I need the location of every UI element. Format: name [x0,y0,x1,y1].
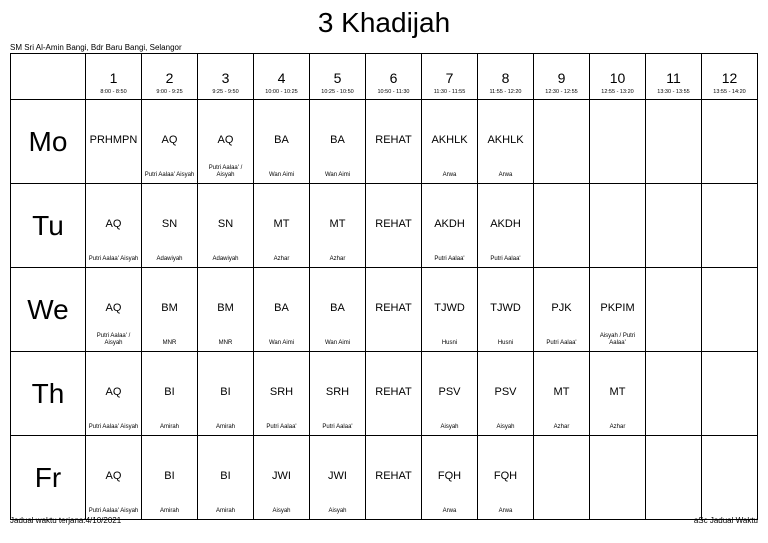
day-label: We [11,268,86,352]
lesson-cell [86,268,142,352]
school-name: SM Sri Al-Amin Bangi, Bdr Baru Bangi, Selangor [10,43,182,52]
lesson-cell [478,268,534,352]
teacher-name: MNR [162,340,177,346]
period-time: 13:55 - 14:20 [713,89,746,95]
subject-code: AKHLK [487,134,524,146]
subject-code: TJWD [490,302,521,314]
day-row [11,436,758,520]
period-header-row [11,54,758,100]
period-time: 12:55 - 13:20 [601,89,634,95]
period-header [478,54,534,100]
teacher-name: Aisyah [272,508,291,514]
period-time: 13:30 - 13:55 [657,89,690,95]
subject-code: AQ [105,302,122,314]
lesson-cell [86,436,142,520]
lesson-cell [702,100,758,184]
lesson-cell [366,100,422,184]
lesson-cell [142,352,198,436]
subject-code: BI [220,470,231,482]
subject-code: REHAT [375,302,412,314]
teacher-name: Aisyah [328,508,347,514]
lesson-cell [422,268,478,352]
teacher-name: Wan Aimi [324,340,351,346]
generated-date: Jadual waktu terjana:4/10/2021 [10,516,122,525]
teacher-name: Putri Aalaa' / Aisyah [208,165,243,178]
lesson-cell [86,184,142,268]
day-row [11,268,758,352]
lesson-cell [422,184,478,268]
day-row [11,100,758,184]
lesson-cell [422,436,478,520]
lesson-cell [646,184,702,268]
lesson-cell [422,100,478,184]
subject-code: BM [161,302,178,314]
subject-code: REHAT [375,386,412,398]
period-time: 12:30 - 12:55 [545,89,578,95]
teacher-name: Husni [441,340,458,346]
teacher-name: Amirah [215,424,235,430]
period-header [702,54,758,100]
period-number: 7 [445,70,454,86]
subject-code: PJK [551,302,572,314]
subject-code: BA [274,134,289,146]
lesson-cell [198,100,254,184]
subject-code: AKHLK [431,134,468,146]
teacher-name: Wan Aimi [268,340,295,346]
teacher-name: Wan Aimi [324,172,351,178]
subject-code: AKDH [490,218,521,230]
lesson-cell [590,184,646,268]
teacher-name: Putri Aalaa' Aisyah [88,508,139,514]
lesson-cell [142,268,198,352]
subject-code: SRH [325,386,350,398]
lesson-cell [534,100,590,184]
lesson-cell [478,100,534,184]
period-time: 11:30 - 11:55 [433,89,466,95]
lesson-cell [646,436,702,520]
subject-code: PSV [494,386,517,398]
lesson-cell [590,100,646,184]
period-header [422,54,478,100]
lesson-cell [310,268,366,352]
lesson-cell [422,352,478,436]
lesson-cell [702,352,758,436]
lesson-cell [310,352,366,436]
teacher-name: Putri Aalaa' [490,256,521,262]
day-label: Th [11,352,86,436]
period-number: 8 [501,70,510,86]
teacher-name: Azhar [609,424,626,430]
corner-cell [11,54,86,100]
teacher-name: Adawiyah [156,256,183,262]
lesson-cell [366,436,422,520]
lesson-cell [590,436,646,520]
period-time: 11:55 - 12:20 [489,89,522,95]
lesson-cell [534,436,590,520]
subject-code: SRH [269,386,294,398]
lesson-cell [590,268,646,352]
generator-credit: aSc Jadual Waktu [693,516,758,525]
subject-code: MT [553,386,570,398]
subject-code: PRHMPN [89,134,138,146]
lesson-cell [310,100,366,184]
subject-code: SN [161,218,178,230]
period-time: 9:25 - 9:50 [212,89,239,95]
period-time: 10:00 - 10:25 [265,89,298,95]
lesson-cell [366,184,422,268]
timetable [10,53,758,520]
teacher-name: Arwa [498,172,513,178]
subject-code: BA [330,302,345,314]
lesson-cell [646,100,702,184]
subject-code: JWI [328,470,347,482]
lesson-cell [646,268,702,352]
subject-code: PSV [438,386,461,398]
subject-code: AQ [105,386,122,398]
lesson-cell [198,184,254,268]
period-number: 5 [333,70,342,86]
period-time: 8:00 - 8:50 [100,89,127,95]
subject-code: AQ [105,470,122,482]
period-header [534,54,590,100]
period-time: 10:25 - 10:50 [321,89,354,95]
lesson-cell [478,352,534,436]
period-number: 4 [277,70,286,86]
lesson-cell [86,100,142,184]
teacher-name: Amirah [215,508,235,514]
subject-code: BI [164,386,175,398]
lesson-cell [254,268,310,352]
day-label: Mo [11,100,86,184]
teacher-name: Putri Aalaa' [322,424,353,430]
lesson-cell [366,352,422,436]
teacher-name: Azhar [553,424,570,430]
teacher-name: Wan Aimi [268,172,295,178]
teacher-name: Adawiyah [212,256,239,262]
lesson-cell [198,436,254,520]
period-number: 12 [721,70,738,86]
period-number: 10 [609,70,626,86]
period-header [646,54,702,100]
lesson-cell [534,268,590,352]
subject-code: SN [217,218,234,230]
subject-code: FQH [493,470,518,482]
subject-code: MT [273,218,290,230]
subject-code: PKPIM [600,302,635,314]
period-header [86,54,142,100]
day-row [11,352,758,436]
subject-code: AQ [105,218,122,230]
teacher-name: Arwa [498,508,513,514]
lesson-cell [534,184,590,268]
subject-code: BA [274,302,289,314]
teacher-name: Husni [497,340,514,346]
subject-code: REHAT [375,470,412,482]
period-time: 10:50 - 11:30 [377,89,410,95]
lesson-cell [310,436,366,520]
teacher-name: Putri Aalaa' / Aisyah [96,333,131,346]
period-number: 6 [389,70,398,86]
subject-code: AQ [161,134,178,146]
lesson-cell [254,100,310,184]
lesson-cell [198,352,254,436]
subject-code: JWI [272,470,291,482]
day-label: Tu [11,184,86,268]
lesson-cell [310,184,366,268]
lesson-cell [142,100,198,184]
subject-code: REHAT [375,134,412,146]
lesson-cell [198,268,254,352]
subject-code: AQ [217,134,234,146]
lesson-cell [702,436,758,520]
lesson-cell [142,436,198,520]
subject-code: BI [220,386,231,398]
lesson-cell [534,352,590,436]
subject-code: REHAT [375,218,412,230]
teacher-name: Putri Aalaa' Aisyah [144,172,195,178]
day-row [11,184,758,268]
subject-code: FQH [437,470,462,482]
teacher-name: Aisyah [440,424,459,430]
teacher-name: Aisyah / Putri Aalaa' [599,333,636,346]
subject-code: MT [609,386,626,398]
teacher-name: Amirah [159,424,179,430]
period-header [254,54,310,100]
lesson-cell [478,436,534,520]
period-number: 11 [666,70,681,86]
period-header [366,54,422,100]
teacher-name: Azhar [329,256,346,262]
page-title: 3 Khadijah [317,7,451,38]
subject-code: BA [330,134,345,146]
lesson-cell [702,184,758,268]
subject-code: TJWD [434,302,465,314]
period-number: 1 [109,70,118,86]
lesson-cell [702,268,758,352]
day-label: Fr [11,436,86,520]
period-time: 9:00 - 9:25 [156,89,183,95]
lesson-cell [86,352,142,436]
lesson-cell [254,436,310,520]
subject-code: BI [164,470,175,482]
lesson-cell [646,352,702,436]
subject-code: BM [217,302,234,314]
subject-code: AKDH [434,218,465,230]
teacher-name: Arwa [442,172,457,178]
lesson-cell [366,268,422,352]
lesson-cell [254,184,310,268]
period-header [142,54,198,100]
teacher-name: Azhar [273,256,290,262]
lesson-cell [142,184,198,268]
teacher-name: Arwa [442,508,457,514]
period-number: 3 [221,70,230,86]
subject-code: MT [329,218,346,230]
teacher-name: Amirah [159,508,179,514]
period-number: 9 [557,70,566,86]
lesson-cell [478,184,534,268]
period-header [198,54,254,100]
teacher-name: Putri Aalaa' [546,340,577,346]
lesson-cell [254,352,310,436]
teacher-name: Aisyah [496,424,515,430]
period-header [590,54,646,100]
period-header [310,54,366,100]
lesson-cell [590,352,646,436]
period-number: 2 [165,70,174,86]
teacher-name: Putri Aalaa' Aisyah [88,256,139,262]
teacher-name: Putri Aalaa' [266,424,297,430]
teacher-name: Putri Aalaa' Aisyah [88,424,139,430]
teacher-name: Putri Aalaa' [434,256,465,262]
teacher-name: MNR [218,340,233,346]
